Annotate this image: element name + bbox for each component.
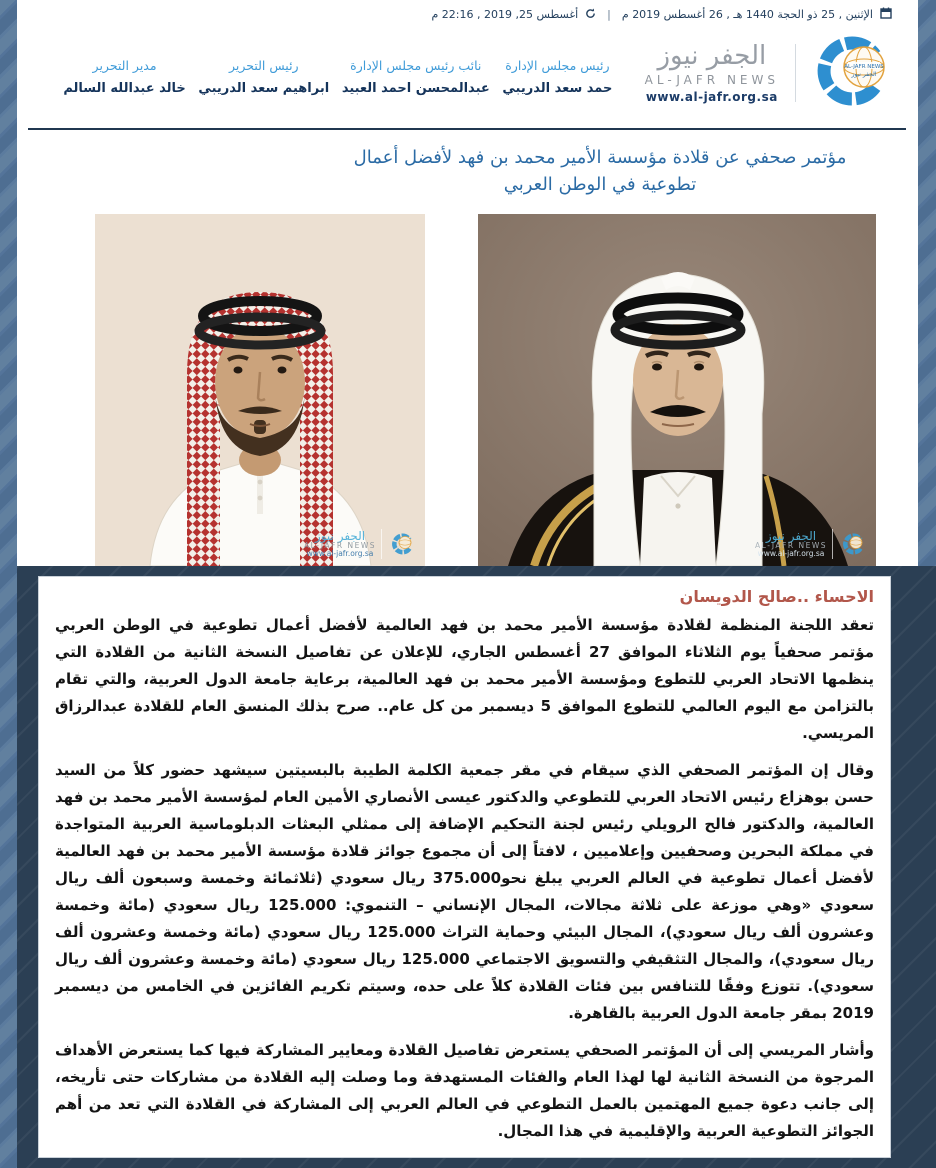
- gregorian-date: أغسطس 25, 2019 , 22:16 م: [431, 8, 579, 21]
- staff-list: [57, 50, 619, 96]
- aljafr-watermark-logo-icon: [387, 529, 417, 559]
- refresh-icon[interactable]: [585, 8, 596, 22]
- staff-editor-in-chief: [198, 50, 329, 96]
- watermark-name-english: AL-JAFR NEWS: [755, 541, 827, 551]
- content-card: [17, 0, 918, 566]
- watermark-separator: [381, 529, 382, 559]
- watermark-name-arabic: الجفر نيوز: [765, 528, 817, 543]
- staff-title: رئيس التحرير: [229, 58, 299, 73]
- article-paragraph: وقال إن المؤتمر الصحفي الذي سيقام في مقر جمعية الكلمة الطيبة بالبسيتين سيشهد حضور كلاً من السيد حسن بوهزاع رئيس الاتحاد العربي للتطوعي والدكتور عيسى الأنصاري الأمين العام لمؤسسة الأمير محمد بن فهد العالمية، والدكتور فالح الرويلي رئيس لجنة التحكيم الإضافة إلى ممثلي البعثات الدبلوماسية العربية المتواجدة في مملكة البحرين وصحفيين وإعلاميين ، لافتاً إلى أن مجموع جوائز قلادة مؤسسة الأمير محمد بن فهد العالمية لأفضل أعمال تطوعية في العالم العربي يبلغ نحو375.000 ريال سعودي (ثلاثمائة وخمسة وسبعون ألف ريال سعودي «وهي موزعة على ثلاثة مجالات، المجال الإنساني – التنموي: 125.000 ريال سعودي (مائة وخمسة وعشرون ألف ريال سعودي)، المجال البيئي وحماية التراث 125.000 ريال سعودي (مائة وخمسة وعشرون ألف ريال سعودي)، والمجال التثقيفي والتسويق الاجتماعي 125.000 ريال سعودي (مائة وخمسة وعشرون ألف ريال سعودي). تتوزع وفقًا للتنافس بين فئات القلادة كلاً على حده، وسيتم تكريم الفائزين في الخامس من ديسمبر 2019 بمقر جامعة الدول العربية بالقاهرة.: [55, 761, 875, 1022]
- header-divider: [28, 128, 906, 130]
- staff-title: مدير التحرير: [92, 58, 157, 73]
- staff-name: خالد عبدالله السالم: [63, 81, 186, 96]
- photo-prince-portrait: [478, 214, 876, 566]
- watermark-name-english: AL-JAFR NEWS: [304, 541, 376, 551]
- svg-text:AL-JAFR NEWS: AL-JAFR NEWS: [844, 64, 884, 70]
- site-logo[interactable]: [645, 34, 900, 112]
- staff-title: رئيس مجلس الإدارة: [505, 58, 610, 73]
- article-body: [38, 576, 891, 1158]
- staff-managing-editor: [63, 50, 185, 96]
- date-bar: [17, 0, 918, 24]
- staff-vice-chairman: [342, 50, 490, 96]
- article-paragraph: تعقد اللجنة المنظمة لقلادة مؤسسة الأمير محمد بن فهد العالمية لأفضل أعمال تطوعية في الوطن العربي مؤتمر صحفياً يوم الثلاثاء الموافق 27 أغسطس الجاري، للإعلان عن تفاصيل النسخة الثانية من القلادة التي ينظمها الاتحاد العربي للتطوع ومؤسسة الأمير محمد بن فهد العالمية، برعاية جامعة الدول العربية، والتي تقام بالتزامن مع اليوم العالمي للتطوع الموافق 5 ديسمبر من كل عام.. صرح بذلك المنسق العام للقلادة عبدالرزاق المريسي.: [55, 616, 875, 742]
- article-photos: [95, 214, 918, 566]
- photo-watermark: [755, 529, 868, 559]
- calendar-icon: [880, 7, 892, 22]
- article-title: مؤتمر صحفي عن قلادة مؤسسة الأمير محمد بن فهد لأفضل أعمال تطوعية في الوطن العربي: [353, 147, 847, 195]
- article-dateline: الاحساء ..صالح الدويسان: [679, 587, 874, 606]
- watermark-separator: [832, 529, 833, 559]
- staff-title: نائب رئيس مجلس الإدارة: [350, 58, 482, 73]
- watermark-url: www.al-jafr.org.sa: [306, 549, 374, 559]
- date-separator: |: [607, 8, 611, 21]
- staff-name: عبدالمحسن احمد العبيد: [341, 81, 490, 96]
- staff-name: ابراهيم سعد الدريبي: [198, 81, 330, 96]
- website-link[interactable]: www.al-jafr.org.sa: [645, 89, 778, 104]
- staff-name: حمد سعد الدريبي: [502, 81, 613, 96]
- article-section: [17, 566, 936, 1168]
- svg-text:الجفر نيوز: الجفر نيوز: [851, 71, 877, 78]
- watermark-name-arabic: الجفر نيوز: [314, 528, 366, 543]
- photo-coordinator-portrait: [95, 214, 425, 566]
- logo-name-arabic: الجفر نيوز: [657, 41, 767, 72]
- article-paragraph: وأشار المريسي إلى أن المؤتمر الصحفي يستعرض تفاصيل القلادة ومعايير المشاركة فيها كما يستعرض الأهداف المرجوة من النسخة الثانية لها لهذا العام والفئات المستهدفة وما وصلت إليه القلادة من مشاركات حتى تأريخه، إلى جانب دعوة جميع المهتمين بالعمل التطوعي في العالم العربي إلى المشاركة في القلادة التي تعد من أهم الجوائز التطوعية العربية والإقليمية في هذا المجال.: [55, 1041, 874, 1140]
- photo-watermark: [304, 529, 417, 559]
- site-header: [17, 24, 918, 124]
- logo-separator: [795, 44, 796, 102]
- hijri-date: الإثنين , 25 ذو الحجة 1440 هـ , 26 أغسطس 2019 م: [621, 8, 873, 21]
- aljafr-logo-icon: [812, 34, 900, 112]
- logo-name-english: AL-JAFR NEWS: [644, 72, 779, 87]
- aljafr-watermark-logo-icon: [838, 529, 868, 559]
- staff-chairman: [502, 50, 612, 96]
- watermark-url: www.al-jafr.org.sa: [757, 549, 825, 559]
